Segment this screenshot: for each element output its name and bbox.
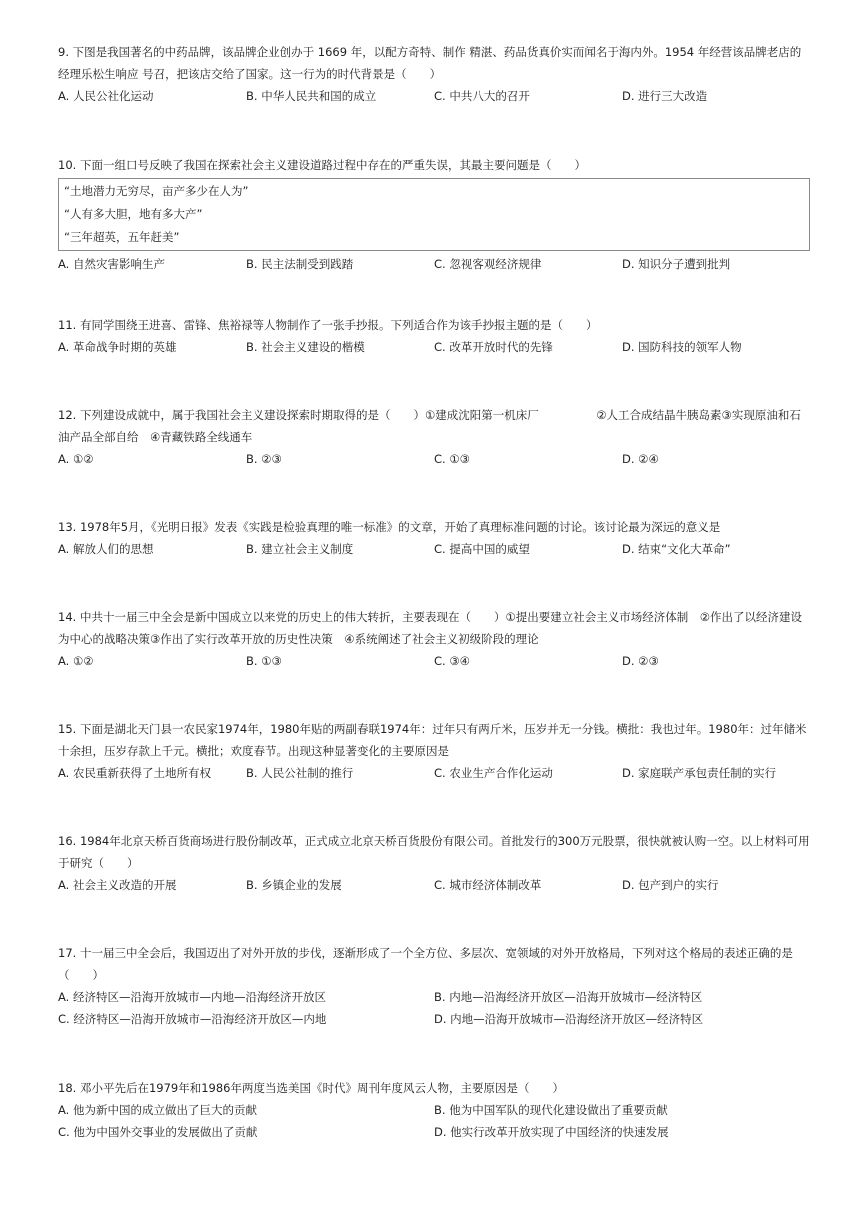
options-row [58, 253, 810, 275]
options-row [58, 538, 810, 560]
option-c[interactable]: C. 改革开放时代的先锋 [434, 340, 553, 354]
option-d[interactable]: D. 他实行改革开放实现了中国经济的快速发展 [434, 1125, 669, 1139]
option-c[interactable]: C. ③④ [434, 654, 470, 668]
question-18 [58, 1077, 810, 1143]
option-c[interactable]: C. 他为中国外交事业的发展做出了贡献 [58, 1125, 258, 1139]
option-d[interactable]: D. 家庭联产承包责任制的实行 [622, 766, 777, 780]
option-d[interactable]: D. 国防科技的领军人物 [622, 340, 742, 354]
option-a[interactable]: A. 农民重新获得了土地所有权 [58, 766, 211, 780]
option-b[interactable]: B. 他为中国军队的现代化建设做出了重要贡献 [434, 1103, 668, 1117]
question-stem: 9. 下图是我国著名的中药品牌，该品牌企业创办于 1669 年，以配方奇特、制作 精湛、药品货真价实而闻名于海内外。1954 年经营该品牌老店的经理乐松生响应 号召，把该店交给了国家。这一行为的时代背景是（ ） [58, 45, 802, 81]
option-c[interactable]: C. 城市经济体制改革 [434, 878, 542, 892]
question-17 [58, 942, 810, 1030]
question-13 [58, 516, 810, 560]
option-a[interactable]: A. ①② [58, 452, 94, 466]
option-c[interactable]: C. ①③ [434, 452, 470, 466]
option-d[interactable]: D. 内地—沿海开放城市—沿海经济开放区—经济特区 [434, 1012, 704, 1026]
option-a[interactable]: A. 人民公社化运动 [58, 89, 154, 103]
slogan-box [58, 178, 810, 251]
option-b[interactable]: B. 建立社会主义制度 [246, 542, 354, 556]
options-row [58, 874, 810, 896]
question-stem: 14. 中共十一届三中全会是新中国成立以来党的历史上的伟大转折，主要表现在（ ）①提出要建立社会主义市场经济体制 ②作出了以经济建设为中心的战略决策③作出了实行改革开放的历史性决策 ④系统阐述了社会主义初级阶段的理论 [58, 610, 803, 646]
option-b[interactable]: B. ②③ [246, 452, 282, 466]
slogan-line: “人有多大胆，地有多大产” [64, 207, 203, 221]
option-b[interactable]: B. 民主法制受到践踏 [246, 257, 354, 271]
question-stem: 18. 邓小平先后在1979年和1986年两度当选美国《时代》周刊年度风云人物，主要原因是（ ） [58, 1081, 564, 1095]
options-row [58, 986, 810, 1008]
option-a[interactable]: A. 社会主义改造的开展 [58, 878, 177, 892]
option-d[interactable]: D. 包产到户的实行 [622, 878, 719, 892]
options-row [58, 762, 810, 784]
options-row [58, 1121, 810, 1143]
option-b[interactable]: B. 中华人民共和国的成立 [246, 89, 377, 103]
question-12 [58, 404, 810, 470]
question-stem: 12. 下列建设成就中，属于我国社会主义建设探索时期取得的是（ ）①建成沈阳第一机床厂 ②人工合成结晶牛胰岛素③实现原油和石油产品全部自给 ④青藏铁路全线通车 [58, 408, 801, 444]
option-c[interactable]: C. 忽视客观经济规律 [434, 257, 542, 271]
option-a[interactable]: A. 革命战争时期的英雄 [58, 340, 177, 354]
option-d[interactable]: D. 知识分子遭到批判 [622, 257, 731, 271]
option-c[interactable]: C. 农业生产合作化运动 [434, 766, 553, 780]
option-c[interactable]: C. 经济特区—沿海开放城市—沿海经济开放区—内地 [58, 1012, 327, 1026]
option-a[interactable]: A. 自然灾害影响生产 [58, 257, 165, 271]
options-row [58, 85, 810, 107]
option-a[interactable]: A. ①② [58, 654, 94, 668]
option-b[interactable]: B. ①③ [246, 654, 282, 668]
options-row [58, 1099, 810, 1121]
question-stem: 16. 1984年北京天桥百货商场进行股份制改革，正式成立北京天桥百货股份有限公司。首批发行的300万元股票，很快就被认购一空。以上材料可用于研究（ ） [58, 834, 810, 870]
option-b[interactable]: B. 社会主义建设的楷模 [246, 340, 365, 354]
question-10 [58, 154, 810, 275]
question-14 [58, 606, 810, 672]
options-row [58, 336, 810, 358]
slogan-line: “土地潜力无穷尽，亩产多少在人为” [64, 184, 249, 198]
question-stem: 13. 1978年5月，《光明日报》发表《实践是检验真理的唯一标准》的文章，开始了真理标准问题的讨论。该讨论最为深远的意义是 [58, 520, 721, 534]
question-stem: 10. 下面一组口号反映了我国在探索社会主义建设道路过程中存在的严重失误，其最主要问题是（ ） [58, 158, 586, 172]
option-b[interactable]: B. 人民公社制的推行 [246, 766, 354, 780]
question-11 [58, 314, 810, 358]
options-row [58, 650, 810, 672]
option-d[interactable]: D. ②③ [622, 654, 659, 668]
option-c[interactable]: C. 中共八大的召开 [434, 89, 530, 103]
option-d[interactable]: D. 进行三大改造 [622, 89, 708, 103]
option-a[interactable]: A. 经济特区—沿海开放城市—内地—沿海经济开放区 [58, 990, 326, 1004]
option-d[interactable]: D. ②④ [622, 452, 659, 466]
option-b[interactable]: B. 乡镇企业的发展 [246, 878, 342, 892]
question-stem: 11. 有同学围绕王进喜、雷锋、焦裕禄等人物制作了一张手抄报。下列适合作为该手抄报主题的是（ ） [58, 318, 598, 332]
options-row [58, 1008, 810, 1030]
question-9 [58, 41, 810, 107]
option-a[interactable]: A. 他为新中国的成立做出了巨大的贡献 [58, 1103, 257, 1117]
option-c[interactable]: C. 提高中国的威望 [434, 542, 530, 556]
options-row [58, 448, 810, 470]
option-b[interactable]: B. 内地—沿海经济开放区—沿海开放城市—经济特区 [434, 990, 703, 1004]
slogan-line: “三年超英，五年赶美” [64, 230, 180, 244]
option-d[interactable]: D. 结束“文化大革命” [622, 542, 731, 556]
question-stem: 15. 下面是湖北天门县一农民家1974年，1980年贴的两副春联1974年：过年只有两斤米，压岁并无一分钱。横批：我也过年。1980年：过年储米十余担，压岁存款上千元。横批；欢度春节。出现这种显著变化的主要原因是 [58, 722, 807, 758]
option-a[interactable]: A. 解放人们的思想 [58, 542, 154, 556]
question-15 [58, 718, 810, 784]
question-16 [58, 830, 810, 896]
question-stem: 17. 十一届三中全会后，我国迈出了对外开放的步伐，逐渐形成了一个全方位、多层次、宽领域的对外开放格局，下列对这个格局的表述正确的是（ ） [58, 946, 793, 982]
